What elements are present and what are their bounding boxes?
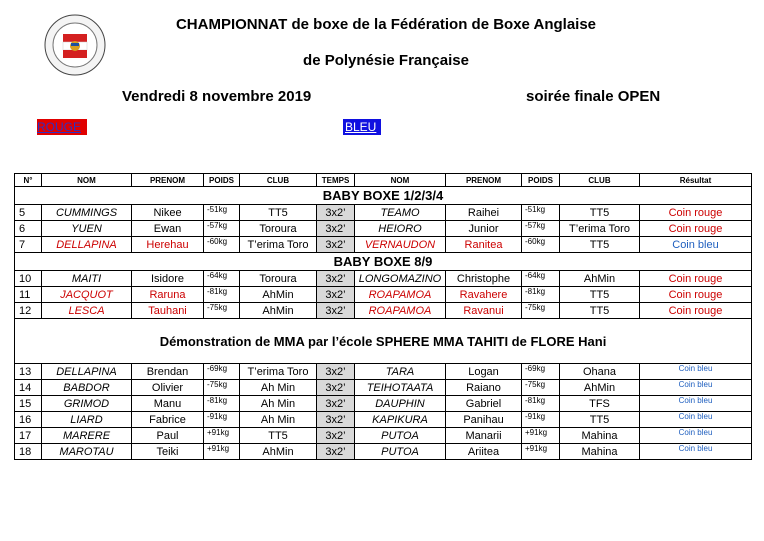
bout-result: Coin rouge — [640, 271, 752, 287]
blue-corner-club: TT5 — [560, 412, 640, 428]
table-row — [15, 412, 752, 428]
bout-duration: 3x2’ — [317, 303, 355, 319]
red-corner-club: Ah Min — [240, 396, 317, 412]
blue-corner-weight: -81kg — [522, 287, 560, 303]
red-corner-club: TT5 — [240, 205, 317, 221]
col-header: N° — [15, 174, 42, 187]
blue-corner-name: VERNAUDON — [355, 237, 446, 253]
bout-number: 13 — [15, 364, 42, 380]
corner-red-label: ROUGE — [37, 119, 87, 135]
red-corner-firstname: Tauhani — [132, 303, 204, 319]
bout-number: 17 — [15, 428, 42, 444]
red-corner-club: AhMin — [240, 287, 317, 303]
col-header: NOM — [355, 174, 446, 187]
red-corner-firstname: Isidore — [132, 271, 204, 287]
col-header: PRENOM — [446, 174, 522, 187]
blue-corner-weight: -57kg — [522, 221, 560, 237]
table-header-row — [15, 174, 752, 187]
bout-result: Coin bleu — [640, 396, 752, 412]
red-corner-club: T’erima Toro — [240, 237, 317, 253]
blue-corner-name: TEAMO — [355, 205, 446, 221]
table-row — [15, 221, 752, 237]
event-date: Vendredi 8 novembre 2019 — [122, 88, 312, 105]
blue-corner-club: Mahina — [560, 428, 640, 444]
red-corner-name: CUMMINGS — [42, 205, 132, 221]
bout-duration: 3x2’ — [317, 221, 355, 237]
red-corner-name: GRIMOD — [42, 396, 132, 412]
bout-number: 12 — [15, 303, 42, 319]
section-row — [15, 253, 752, 271]
blue-corner-firstname: Raiano — [446, 380, 522, 396]
red-corner-firstname: Olivier — [132, 380, 204, 396]
blue-corner-club: Mahina — [560, 444, 640, 460]
bout-duration: 3x2’ — [317, 428, 355, 444]
table-row — [15, 205, 752, 221]
red-corner-name: MAROTAU — [42, 444, 132, 460]
table-row — [15, 380, 752, 396]
blue-corner-name: TARA — [355, 364, 446, 380]
blue-corner-firstname: Ariitea — [446, 444, 522, 460]
blue-corner-weight: +91kg — [522, 444, 560, 460]
blue-corner-firstname: Panihau — [446, 412, 522, 428]
bout-number: 15 — [15, 396, 42, 412]
red-corner-club: Toroura — [240, 221, 317, 237]
bout-duration: 3x2’ — [317, 412, 355, 428]
blue-corner-club: TFS — [560, 396, 640, 412]
event-name: soirée finale OPEN — [526, 88, 661, 105]
red-corner-club: T’erima Toro — [240, 364, 317, 380]
table-row — [15, 237, 752, 253]
red-corner-firstname: Raruna — [132, 287, 204, 303]
blue-corner-weight: -60kg — [522, 237, 560, 253]
red-corner-club: AhMin — [240, 303, 317, 319]
table-row — [15, 364, 752, 380]
red-corner-weight: -81kg — [204, 396, 240, 412]
blue-corner-name: PUTOA — [355, 444, 446, 460]
blue-corner-weight: -69kg — [522, 364, 560, 380]
blue-corner-name: TEIHOTAATA — [355, 380, 446, 396]
blue-corner-name: ROAPAMOA — [355, 287, 446, 303]
red-corner-club: Ah Min — [240, 412, 317, 428]
blue-corner-name: HEIORO — [355, 221, 446, 237]
red-corner-name: JACQUOT — [42, 287, 132, 303]
bout-number: 7 — [15, 237, 42, 253]
blue-corner-firstname: Ravanui — [446, 303, 522, 319]
bout-result: Coin bleu — [640, 428, 752, 444]
bout-duration: 3x2’ — [317, 380, 355, 396]
red-corner-club: TT5 — [240, 428, 317, 444]
red-corner-name: MARERE — [42, 428, 132, 444]
bout-result: Coin bleu — [640, 364, 752, 380]
blue-corner-club: TT5 — [560, 205, 640, 221]
col-header: POIDS — [522, 174, 560, 187]
red-corner-club: Ah Min — [240, 380, 317, 396]
bout-result: Coin rouge — [640, 221, 752, 237]
bout-result: Coin rouge — [640, 303, 752, 319]
col-header: PRENOM — [132, 174, 204, 187]
red-corner-name: DELLAPINA — [42, 364, 132, 380]
blue-corner-club: AhMin — [560, 380, 640, 396]
bout-duration: 3x2’ — [317, 287, 355, 303]
red-corner-name: BABDOR — [42, 380, 132, 396]
table-row — [15, 287, 752, 303]
blue-corner-name: DAUPHIN — [355, 396, 446, 412]
bout-result: Coin rouge — [640, 205, 752, 221]
red-corner-firstname: Herehau — [132, 237, 204, 253]
blue-corner-weight: -51kg — [522, 205, 560, 221]
red-corner-weight: -69kg — [204, 364, 240, 380]
page-subtitle: de Polynésie Française — [303, 52, 469, 69]
bout-duration: 3x2’ — [317, 444, 355, 460]
blue-corner-name: LONGOMAZINO — [355, 271, 446, 287]
bout-result: Coin bleu — [640, 380, 752, 396]
bout-number: 5 — [15, 205, 42, 221]
red-corner-firstname: Ewan — [132, 221, 204, 237]
blue-corner-weight: -81kg — [522, 396, 560, 412]
table-row — [15, 271, 752, 287]
red-corner-weight: +91kg — [204, 444, 240, 460]
bout-number: 11 — [15, 287, 42, 303]
red-corner-weight: -57kg — [204, 221, 240, 237]
red-corner-club: AhMin — [240, 444, 317, 460]
red-corner-firstname: Brendan — [132, 364, 204, 380]
page-title: CHAMPIONNAT de boxe de la Fédération de Boxe Anglaise — [175, 16, 597, 33]
section-title: BABY BOXE 1/2/3/4 — [15, 187, 752, 205]
red-corner-weight: -75kg — [204, 303, 240, 319]
col-header: Résultat — [640, 174, 752, 187]
red-corner-firstname: Manu — [132, 396, 204, 412]
red-corner-name: MAITI — [42, 271, 132, 287]
red-corner-name: LIARD — [42, 412, 132, 428]
red-corner-club: Toroura — [240, 271, 317, 287]
red-corner-firstname: Paul — [132, 428, 204, 444]
blue-corner-weight: -75kg — [522, 380, 560, 396]
bout-number: 18 — [15, 444, 42, 460]
blue-corner-firstname: Ravahere — [446, 287, 522, 303]
red-corner-name: DELLAPINA — [42, 237, 132, 253]
bout-duration: 3x2’ — [317, 396, 355, 412]
section-row — [15, 319, 752, 364]
table-row — [15, 428, 752, 444]
blue-corner-club: T’erima Toro — [560, 221, 640, 237]
blue-corner-weight: -75kg — [522, 303, 560, 319]
blue-corner-firstname: Ranitea — [446, 237, 522, 253]
red-corner-weight: -75kg — [204, 380, 240, 396]
blue-corner-firstname: Manarii — [446, 428, 522, 444]
blue-corner-firstname: Christophe — [446, 271, 522, 287]
table-row — [15, 444, 752, 460]
bout-number: 6 — [15, 221, 42, 237]
blue-corner-name: KAPIKURA — [355, 412, 446, 428]
col-header: CLUB — [240, 174, 317, 187]
section-title: BABY BOXE 8/9 — [15, 253, 752, 271]
red-corner-weight: -51kg — [204, 205, 240, 221]
blue-corner-club: AhMin — [560, 271, 640, 287]
bouts-table — [14, 173, 752, 460]
blue-corner-club: TT5 — [560, 287, 640, 303]
bout-number: 16 — [15, 412, 42, 428]
red-corner-weight: -60kg — [204, 237, 240, 253]
red-corner-weight: -81kg — [204, 287, 240, 303]
bout-number: 14 — [15, 380, 42, 396]
blue-corner-weight: -91kg — [522, 412, 560, 428]
blue-corner-weight: +91kg — [522, 428, 560, 444]
table-row — [15, 303, 752, 319]
blue-corner-club: TT5 — [560, 237, 640, 253]
red-corner-firstname: Fabrice — [132, 412, 204, 428]
blue-corner-name: PUTOA — [355, 428, 446, 444]
table-row — [15, 396, 752, 412]
bout-result: Coin rouge — [640, 287, 752, 303]
red-corner-weight: -91kg — [204, 412, 240, 428]
col-header: NOM — [42, 174, 132, 187]
blue-corner-firstname: Raihei — [446, 205, 522, 221]
red-corner-weight: -64kg — [204, 271, 240, 287]
red-corner-weight: +91kg — [204, 428, 240, 444]
blue-corner-firstname: Junior — [446, 221, 522, 237]
red-corner-firstname: Teiki — [132, 444, 204, 460]
blue-corner-weight: -64kg — [522, 271, 560, 287]
red-corner-name: YUEN — [42, 221, 132, 237]
bout-number: 10 — [15, 271, 42, 287]
red-corner-name: LESCA — [42, 303, 132, 319]
blue-corner-firstname: Logan — [446, 364, 522, 380]
bout-result: Coin bleu — [640, 412, 752, 428]
bout-duration: 3x2’ — [317, 271, 355, 287]
red-corner-firstname: Nikee — [132, 205, 204, 221]
col-header: TEMPS — [317, 174, 355, 187]
col-header: POIDS — [204, 174, 240, 187]
col-header: CLUB — [560, 174, 640, 187]
blue-corner-club: TT5 — [560, 303, 640, 319]
blue-corner-club: Ohana — [560, 364, 640, 380]
bout-result: Coin bleu — [640, 444, 752, 460]
blue-corner-firstname: Gabriel — [446, 396, 522, 412]
bout-duration: 3x2’ — [317, 205, 355, 221]
bout-result: Coin bleu — [640, 237, 752, 253]
section-title: Démonstration de MMA par l’école SPHERE MMA TAHITI de FLORE Hani — [15, 319, 752, 364]
section-row — [15, 187, 752, 205]
blue-corner-name: ROAPAMOA — [355, 303, 446, 319]
bout-duration: 3x2’ — [317, 237, 355, 253]
corner-blue-label: BLEU — [343, 119, 381, 135]
bout-duration: 3x2’ — [317, 364, 355, 380]
